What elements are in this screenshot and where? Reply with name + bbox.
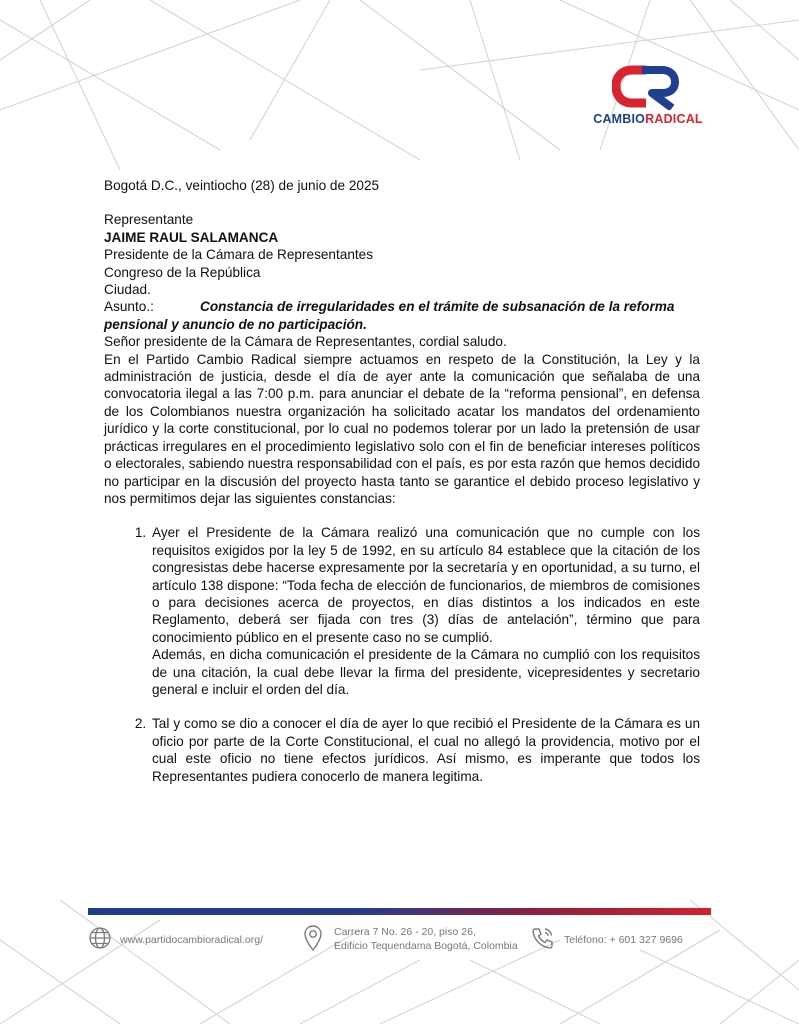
website-link[interactable]: www.partidocambioradical.org/ — [120, 933, 263, 946]
salutation: Señor presidente de la Cámara de Representantes, cordial saludo. — [104, 334, 507, 350]
phone-text: Teléfono: + 601 327 9696 — [564, 933, 683, 946]
subject-label: Asunto.: — [104, 299, 154, 315]
subject-text: Constancia de irregularidades en el trámite de subsanación de la reforma pensional y anuncio de no participación. — [104, 299, 675, 332]
addressee-institution: Congreso de la República — [104, 264, 261, 280]
footer-gradient-bar — [88, 908, 711, 915]
list-item-paragraph: 1. Ayer el Presidente de la Cámara realizó una comunicación que no cumple con los requisitos exigidos por la ley 5 de 1992, en su artículo 84 establece que la citación de los congresistas debe hacerse expresamente por la secretaría y en oportunidad, a su turno, el artículo 138 dispone: “Toda fecha de elección de funcionarios, de miembros de comisiones o para decisiones acerca de proyectos, en días distintos a los indicados en este Reglamento, deberá ser fijada con tres (3) días de antelación”, término que para conocimiento público en el presente caso no se cumplió. — [152, 525, 700, 645]
subject-line — [104, 298, 700, 333]
addressee-title: Representante — [104, 212, 194, 228]
footer-address — [302, 920, 518, 955]
globe-icon — [88, 926, 112, 953]
footer-phone — [530, 926, 683, 953]
addressee-name: JAIME RAUL SALAMANCA — [104, 229, 279, 245]
constancias-list — [104, 524, 700, 785]
address-line-1: Carrera 7 No. 26 - 20, piso 26, — [334, 926, 476, 938]
list-item-paragraph: Además, en dicha comunicación el presidente de la Cámara no cumplió con los requisitos de una citación, la cual debe llevar la firma del presidente, vicepresidentes y secretario general e incluir el orden del día. — [152, 647, 700, 697]
footer — [0, 920, 799, 980]
cambio-radical-logo — [578, 64, 718, 130]
addressee-city: Ciudad. — [104, 282, 151, 298]
list-item — [150, 524, 700, 698]
location-pin-icon — [302, 924, 324, 955]
list-item — [150, 715, 700, 785]
list-item-paragraph: 2. Tal y como se dio a conocer el día de ayer lo que recibió el Presidente de la Cámara es un oficio por parte de la Corte Constitucional, el cual no allegó la providencia, motivo por el cual este oficio no tiene efectos jurídicos. Así mismo, es imperante que todos los Representantes pudiera conocerlo de manera legitima. — [152, 716, 700, 784]
cr-monogram-icon — [612, 64, 684, 110]
address-line-2: Edificio Tequendama Bogotá, Colombia — [334, 940, 518, 952]
logo-wordmark: CAMBIORADICAL — [593, 112, 703, 126]
letter-body — [104, 177, 700, 785]
addressee-block — [104, 211, 700, 298]
address-text — [334, 925, 518, 953]
phone-icon — [530, 926, 556, 953]
footer-website — [88, 926, 263, 953]
date-line: Bogotá D.C., veintiocho (28) de junio de 2025 — [104, 178, 380, 193]
intro-paragraph: En el Partido Cambio Radical siempre actuamos en respeto de la Constitución, la Ley y la administración de justicia, desde el día de ayer ante la comunicación que señalaba de una convocatoria ilegal a las 7:00 p.m. para anunciar el debate de la “reforma pensional”, en defensa de los Colombianos nuestra organización ha solicitado acatar los mandatos del ordenamiento jurídico y la corte constitucional, por lo cual no podemos tolerar por un lado la pretensión de usar prácticas irregulares en el procedimiento legislativo solo con el fin de beneficiar intereses políticos o electorales, sabiendo nuestra responsabilidad con el país, es por esta razón que hemos decidido no participar en la discusión del proyecto hasta tanto se garantice el debido proceso legislativo y nos permitimos dejar las siguientes constancias: — [104, 351, 700, 506]
addressee-position: Presidente de la Cámara de Representantes — [104, 247, 374, 263]
